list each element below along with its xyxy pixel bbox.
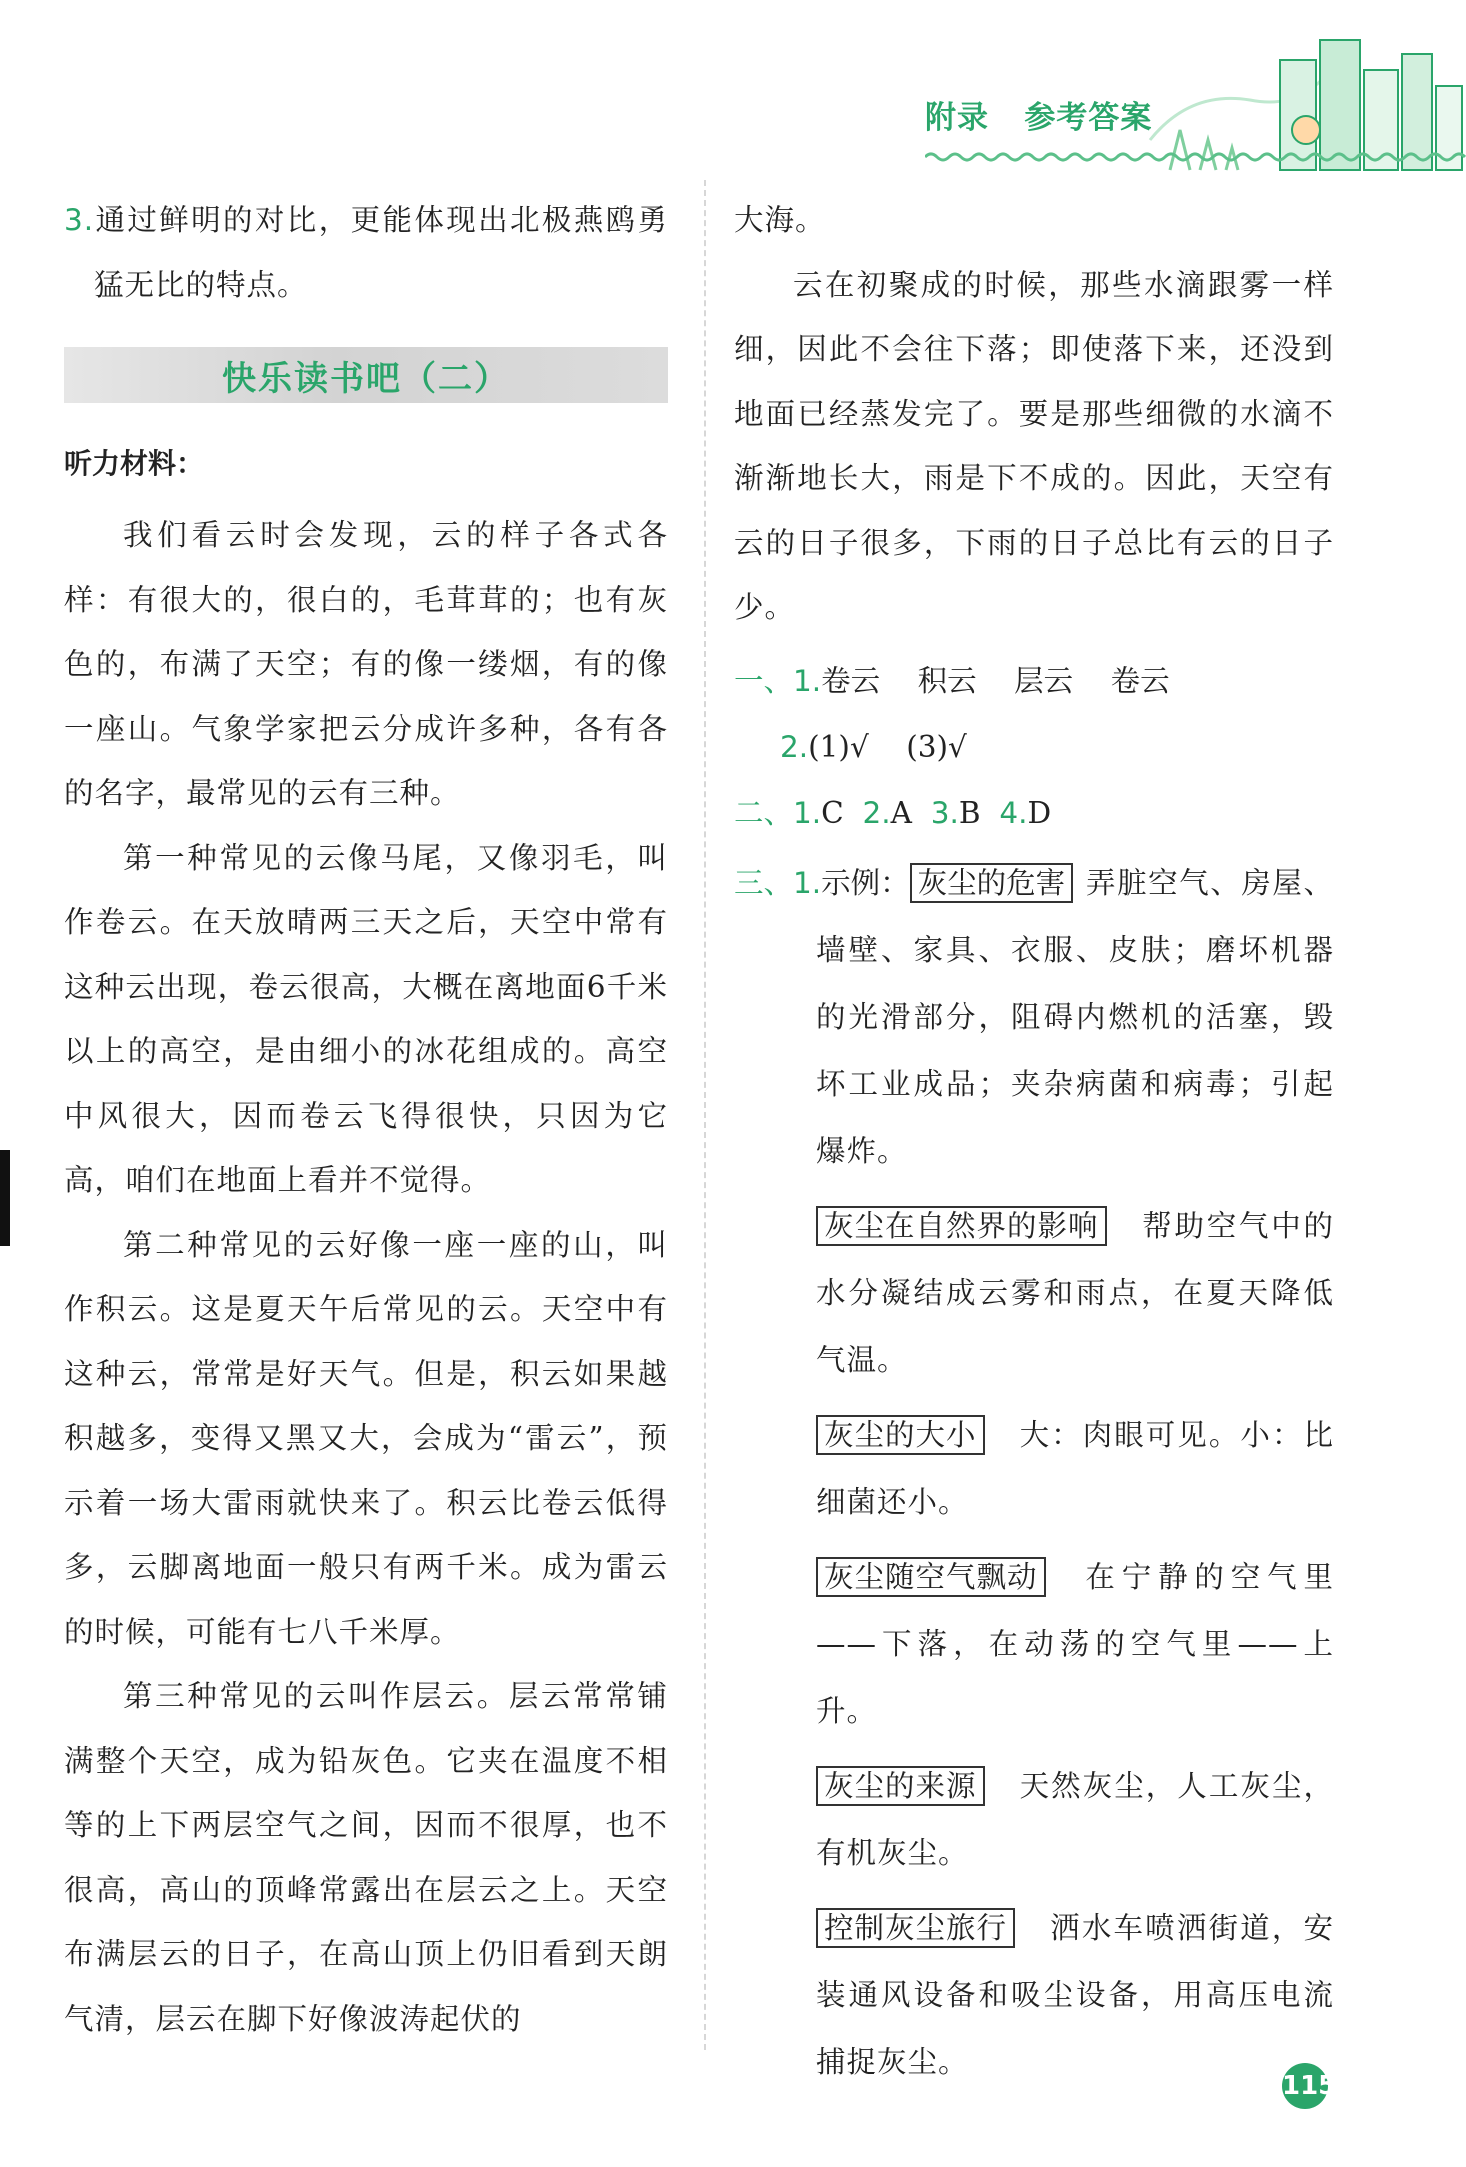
q3-item-6: [816, 1895, 1334, 2096]
q3-tag-4: 灰尘随空气飘动: [816, 1557, 1046, 1597]
page-number: 115: [1282, 2063, 1328, 2109]
answer-q2: [734, 780, 1334, 846]
q2-ans-4: D: [1027, 795, 1052, 830]
q2-num-3: 3.: [930, 795, 959, 830]
q3-tag-5: 灰尘的来源: [816, 1766, 985, 1806]
q3-text-1: 弄脏空气、房屋、墙壁、家具、衣服、皮肤；磨坏机器的光滑部分，阻碍内燃机的活塞，毁坏工业成品；夹杂病菌和病毒；引起爆炸。: [816, 865, 1334, 1168]
q3-tag-6: 控制灰尘旅行: [816, 1908, 1015, 1948]
q2-num-2: 2.: [862, 795, 891, 830]
left-column: [64, 188, 668, 2051]
q3-tag-3: 灰尘的大小: [816, 1415, 985, 1455]
q1-2-prefix: 2.: [780, 729, 809, 764]
q3-item-5: [816, 1753, 1334, 1887]
right-column: [734, 188, 1334, 2096]
q2-prefix: 二、: [734, 795, 794, 830]
intro-number: 3.: [64, 203, 95, 237]
listening-paragraph-1: 我们看云时会发现，云的样子各式各样：有很大的，很白的，毛茸茸的；也有灰色的，布满了天空；有的像一缕烟，有的像一座山。气象学家把云分成许多种，各有各的名字，最常见的云有三种。: [64, 518, 668, 810]
answer-q1-1: [734, 648, 1334, 714]
header-title: [925, 92, 1152, 137]
q1-2-answer: (1)√ (3)√: [808, 729, 967, 764]
listening-paragraph-3: 第二种常见的云好像一座一座的山，叫作积云。这是夏天午后常见的云。天空中有这种云，常常是好天气。但是，积云如果越积越多，变得又黑又大，会成为“雷云”，预示着一场大雷雨就快来了。积云比卷云低得多，云脚离地面一般只有两千米。成为雷云的时候，可能有七八千米厚。: [64, 1227, 668, 1649]
q2-num-1: 1.: [793, 795, 822, 830]
q3-tag-2: 灰尘在自然界的影响: [816, 1206, 1107, 1246]
q2-ans-1: C: [821, 795, 844, 830]
listening-paragraph-4: 第三种常见的云叫作层云。层云常常铺满整个天空，成为铅灰色。它夹在温度不相等的上下两层空气之间，因而不很厚，也不很高，高山的顶峰常露出在层云之上。天空布满层云的日子，在高山顶上仍旧看到天朗气清，层云在脚下好像波涛起伏的: [64, 1679, 668, 2036]
section-banner: [64, 347, 668, 403]
intro-text: 通过鲜明的对比，更能体现出北极燕鸥勇猛无比的特点。: [94, 203, 668, 302]
intro-answer: [64, 188, 668, 317]
binding-mark: [0, 1150, 10, 1246]
listening-label: 听力材料：: [64, 447, 205, 480]
section-title: 快乐读书吧（二）: [222, 359, 510, 399]
q3-text-6: 洒水车喷洒街道，安装通风设备和吸尘设备，用高压电流捕捉灰尘。: [816, 1910, 1334, 2079]
column-divider: [704, 180, 706, 2050]
q3-example-label: 示例：: [821, 865, 910, 900]
listening-continued: 大海。: [734, 203, 826, 237]
q3-text-5: 天然灰尘，人工灰尘，有机灰尘。: [816, 1768, 1334, 1870]
q3-prefix: 三、1.: [734, 865, 822, 900]
q2-num-4: 4.: [999, 795, 1028, 830]
q1-answer: 卷云 积云 层云 卷云: [821, 663, 1170, 698]
q3-item-2: [816, 1193, 1334, 1394]
q3-text-4: 在宁静的空气里——下落，在动荡的空气里——上升。: [816, 1559, 1334, 1728]
q3-tag-1: 灰尘的危害: [910, 863, 1074, 903]
answer-q1-2: [734, 714, 1334, 780]
q3-item-4: [816, 1544, 1334, 1745]
q3-text-3: 大：肉眼可见。小：比细菌还小。: [816, 1417, 1334, 1519]
header-section-label: 附录: [925, 100, 989, 136]
q2-ans-3: B: [958, 795, 981, 830]
q3-item-3: [816, 1402, 1334, 1536]
q1-prefix: 一、1.: [734, 663, 822, 698]
q2-ans-2: A: [890, 795, 912, 830]
header-answers-label: 参考答案: [1024, 100, 1153, 136]
q3-text-2: 帮助空气中的水分凝结成云雾和雨点，在夏天降低气温。: [816, 1208, 1334, 1377]
listening-paragraph-2: 第一种常见的云像马尾，又像羽毛，叫作卷云。在天放晴两三天之后，天空中常有这种云出现，卷云很高，大概在离地面6千米以上的高空，是由细小的冰花组成的。高空中风很大，因而卷云飞得很快，只因为它高，咱们在地面上看并不觉得。: [64, 840, 668, 1197]
listening-paragraph-5: 云在初聚成的时候，那些水滴跟雾一样细，因此不会往下落；即使落下来，还没到地面已经蒸发完了。要是那些细微的水滴不渐渐地长大，雨是下不成的。因此，天空有云的日子很多，下雨的日子总比有云的日子少。: [734, 267, 1334, 624]
header-wave-rule: [925, 150, 1466, 164]
